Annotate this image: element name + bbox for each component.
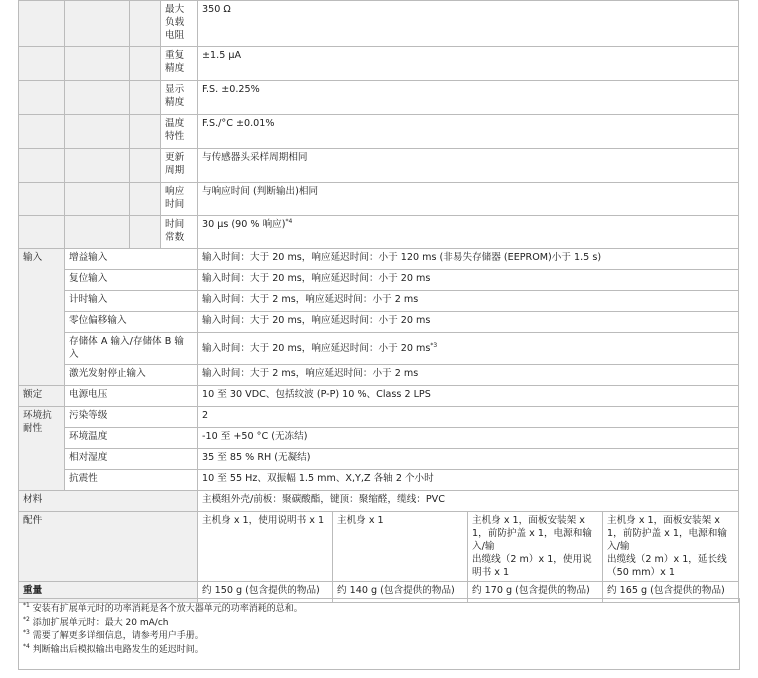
accessories-value: 主机身 x 1，使用说明书 x 1	[198, 512, 333, 582]
material-row	[19, 491, 739, 512]
input-row	[19, 365, 739, 386]
group-label-input: 输入	[19, 249, 65, 386]
input-value: 输入时间：大于 2 ms，响应延迟时间：小于 2 ms	[198, 291, 739, 312]
input-value: 输入时间：大于 20 ms，响应延迟时间：小于 20 ms	[198, 270, 739, 291]
accessories-label: 配件	[19, 512, 198, 582]
perf-label: 最大 负载 电阻	[161, 1, 198, 47]
sub-cell-empty	[130, 115, 161, 149]
footnote-mark: *3	[430, 341, 438, 349]
group-label-env: 环境抗 耐性	[19, 407, 65, 491]
accessories-value: 主机身 x 1，面板安装架 x 1，前防护盖 x 1，电源和输入/输 出缆线（2 m）x 1，使用说明书 x 1	[468, 512, 603, 582]
perf-value: F.S./°C ±0.01%	[198, 115, 739, 149]
sub-cell-empty	[130, 216, 161, 249]
perf-value: ±1.5 μA	[198, 47, 739, 81]
footnotes	[18, 598, 740, 670]
input-row	[19, 291, 739, 312]
perf-row	[19, 1, 739, 47]
footnote-text: 需要了解更多详细信息，请参考用户手册。	[29, 631, 204, 641]
perf-value	[198, 216, 739, 249]
weight-value: 约 170 g (包含提供的物品)	[468, 582, 603, 603]
rated-label: 电源电压	[65, 386, 198, 407]
input-label: 存储体 A 输入/存储体 B 输入	[65, 333, 198, 365]
env-row	[19, 428, 739, 449]
env-row	[19, 407, 739, 428]
group-cell-empty	[19, 115, 65, 149]
input-row	[19, 312, 739, 333]
sub-cell-empty	[65, 115, 130, 149]
env-value: 2	[198, 407, 739, 428]
sub-cell-empty	[130, 149, 161, 183]
perf-label: 响应 时间	[161, 183, 198, 216]
input-label: 激光发射停止输入	[65, 365, 198, 386]
group-cell-empty	[19, 183, 65, 216]
input-row	[19, 270, 739, 291]
perf-row	[19, 216, 739, 249]
spec-table	[18, 0, 739, 603]
material-value: 主模组外壳/前板：聚碳酸酯，键顶：聚缩醛，缆线：PVC	[198, 491, 739, 512]
rated-value: 10 至 30 VDC、包括纹波 (P-P) 10 %、Class 2 LPS	[198, 386, 739, 407]
perf-row	[19, 183, 739, 216]
accessories-value: 主机身 x 1，面板安装架 x 1，前防护盖 x 1，电源和输入/输 出缆线（2 m）x 1，延长线（50 mm）x 1	[603, 512, 739, 582]
footnote-text: 判断输出后模拟输出电路发生的延迟时间。	[29, 644, 204, 655]
material-label: 材料	[19, 491, 198, 512]
group-cell-empty	[19, 149, 65, 183]
footnote-mark: *4	[23, 642, 30, 650]
perf-value: 与传感器头采样周期相同	[198, 149, 739, 183]
perf-row	[19, 81, 739, 115]
input-value: 输入时间：大于 20 ms，响应延迟时间：小于 120 ms (非易失存储器 (EEPROM)小于 1.5 s)	[198, 249, 739, 270]
footnote	[23, 630, 735, 644]
footnote	[23, 617, 735, 631]
footnote	[23, 644, 735, 658]
sub-cell-empty	[130, 47, 161, 81]
perf-value: 与响应时间 (判断输出)相同	[198, 183, 739, 216]
footnote-mark: *1	[23, 602, 30, 609]
perf-value-text: 30 μs (90 % 响应)	[202, 219, 286, 230]
footnote	[23, 603, 735, 617]
accessories-row	[19, 512, 739, 582]
group-label-rated: 额定	[19, 386, 65, 407]
input-value: 输入时间：大于 20 ms，响应延迟时间：小于 20 ms	[198, 312, 739, 333]
sub-cell-empty	[130, 183, 161, 216]
env-row	[19, 449, 739, 470]
footnote-mark: *4	[285, 217, 293, 225]
weight-value: 约 165 g (包含提供的物品)	[603, 582, 739, 603]
perf-label: 时间 常数	[161, 216, 198, 249]
env-label: 污染等级	[65, 407, 198, 428]
input-label: 复位输入	[65, 270, 198, 291]
sub-cell-empty	[130, 1, 161, 47]
input-value: 输入时间：大于 2 ms，响应延迟时间：小于 2 ms	[198, 365, 739, 386]
env-label: 相对湿度	[65, 449, 198, 470]
footnote-mark: *2	[23, 615, 30, 623]
sub-cell-empty	[65, 149, 130, 183]
perf-value: F.S. ±0.25%	[198, 81, 739, 115]
sub-cell-empty	[130, 81, 161, 115]
perf-row	[19, 47, 739, 81]
perf-row	[19, 149, 739, 183]
perf-row	[19, 115, 739, 149]
sub-cell-empty	[65, 47, 130, 81]
rated-row	[19, 386, 739, 407]
env-label: 环境温度	[65, 428, 198, 449]
input-row	[19, 333, 739, 365]
perf-value: 350 Ω	[198, 1, 739, 47]
footnote-text: 添加扩展单元时：最大 20 mA/ch	[29, 617, 169, 628]
input-label: 计时输入	[65, 291, 198, 312]
input-row	[19, 249, 739, 270]
env-value: 10 至 55 Hz、双振幅 1.5 mm、X,Y,Z 各轴 2 个小时	[198, 470, 739, 491]
perf-label: 显示 精度	[161, 81, 198, 115]
weight-value: 约 140 g (包含提供的物品)	[333, 582, 468, 603]
env-value: -10 至 +50 °C (无冻结)	[198, 428, 739, 449]
weight-label: 重量	[19, 582, 198, 603]
footnote-mark: *3	[23, 629, 30, 636]
group-cell-empty	[19, 216, 65, 249]
input-value	[198, 333, 739, 365]
input-label: 增益输入	[65, 249, 198, 270]
input-label: 零位偏移输入	[65, 312, 198, 333]
perf-label: 温度 特性	[161, 115, 198, 149]
accessories-value: 主机身 x 1	[333, 512, 468, 582]
sub-cell-empty	[65, 216, 130, 249]
group-cell-empty	[19, 81, 65, 115]
group-cell-empty	[19, 47, 65, 81]
env-label: 抗震性	[65, 470, 198, 491]
sub-cell-empty	[65, 183, 130, 216]
input-value-text: 输入时间：大于 20 ms，响应延迟时间：小于 20 ms	[202, 343, 431, 354]
sub-cell-empty	[65, 81, 130, 115]
env-row	[19, 470, 739, 491]
perf-label: 重复 精度	[161, 47, 198, 81]
weight-value: 约 150 g (包含提供的物品)	[198, 582, 333, 603]
sub-cell-empty	[65, 1, 130, 47]
perf-label: 更新 周期	[161, 149, 198, 183]
group-cell-empty	[19, 1, 65, 47]
footnote-text: 安装有扩展单元时的功率消耗是各个放大器单元的功率消耗的总和。	[29, 604, 303, 614]
env-value: 35 至 85 % RH (无凝结)	[198, 449, 739, 470]
